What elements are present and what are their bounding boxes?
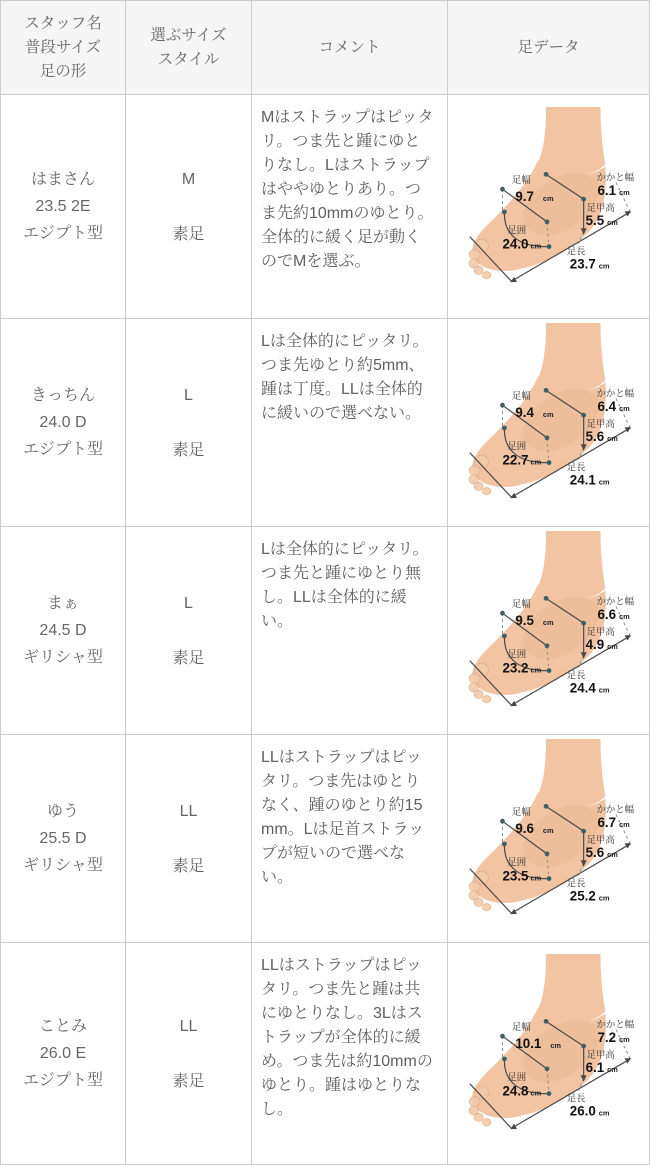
foot-length-value: 26.0 cm	[569, 1103, 610, 1119]
staff-cell	[1, 735, 125, 942]
heel-width-value: 7.2 cm	[597, 1030, 630, 1046]
table-body	[1, 95, 649, 1164]
foot-length-label: 足長	[566, 461, 586, 473]
fit-style: 素足	[172, 225, 205, 243]
staff-name: はまさん	[30, 171, 95, 188]
heel-width-label: かかと幅	[596, 595, 635, 607]
chosen-size: LL	[179, 1017, 198, 1035]
staff-usual-size: 24.0 D	[39, 414, 87, 431]
foot-girth-value: 23.5 cm	[502, 868, 542, 884]
foot-data-cell	[447, 735, 650, 942]
table-row	[1, 735, 649, 943]
foot-girth-label: 足囲	[507, 1071, 527, 1083]
foot-girth-label: 足囲	[507, 224, 527, 236]
chosen-size-cell	[125, 735, 251, 942]
fit-style: 素足	[172, 1072, 205, 1090]
foot-width-value: 9.5 cm	[515, 613, 554, 629]
staff-usual-size: 23.5 2E	[35, 198, 91, 215]
foot-data-cell	[447, 319, 650, 526]
foot-measurement-diagram	[450, 105, 648, 308]
comment-cell	[251, 735, 447, 942]
foot-width-label: 足幅	[511, 806, 531, 818]
foot-girth-value: 22.7 cm	[502, 452, 542, 468]
staff-foot-shape: エジプト型	[22, 1072, 103, 1089]
foot-width-label: 足幅	[511, 174, 531, 186]
foot-width-label: 足幅	[511, 598, 531, 610]
staff-foot-shape: エジプト型	[22, 441, 103, 458]
fit-style: 素足	[172, 649, 205, 667]
foot-length-value: 23.7 cm	[569, 256, 610, 272]
header-staff-column	[1, 1, 125, 94]
chosen-size: L	[184, 386, 193, 404]
instep-height-value: 5.6 cm	[585, 428, 618, 444]
fit-style: 素足	[172, 857, 205, 875]
header-foot-data-label: 足データ	[517, 38, 580, 56]
foot-length-value: 24.1 cm	[569, 472, 610, 488]
heel-width-value: 6.1 cm	[597, 183, 630, 199]
foot-length-label: 足長	[566, 669, 586, 681]
comment-cell	[251, 95, 447, 318]
heel-width-value: 6.4 cm	[597, 399, 630, 415]
foot-width-value: 9.6 cm	[515, 821, 554, 837]
staff-name: ゆう	[46, 803, 79, 820]
foot-width-label: 足幅	[511, 390, 531, 402]
staff-usual-size: 26.0 E	[39, 1045, 87, 1062]
table-row	[1, 95, 649, 319]
foot-measurement-diagram	[450, 321, 648, 524]
comment-cell	[251, 943, 447, 1164]
instep-height-label: 足甲高	[586, 417, 615, 429]
foot-girth-value: 23.2 cm	[502, 660, 542, 676]
foot-girth-label: 足囲	[507, 648, 527, 660]
foot-measurement-diagram	[450, 529, 648, 732]
comment-cell	[251, 527, 447, 734]
comment-text: Lは全体的にピッタリ。つま先と踵にゆとり無し。LLは全体的に緩い。	[261, 541, 429, 630]
foot-measurement-diagram	[450, 952, 648, 1155]
heel-width-label: かかと幅	[596, 387, 635, 399]
staff-cell	[1, 943, 125, 1164]
foot-measurement-diagram	[450, 737, 648, 940]
heel-width-label: かかと幅	[596, 803, 635, 815]
header-foot-data-column	[447, 1, 649, 94]
foot-illustration-icon	[469, 323, 610, 495]
comment-text: LLはストラップはピッタリ。つま先はゆとりなく、踵のゆとり約15mm。Lは足首ストラップが短いので選べない。	[261, 749, 425, 886]
table-row	[1, 319, 649, 527]
instep-height-value: 5.5 cm	[585, 212, 618, 228]
chosen-size-cell	[125, 943, 251, 1164]
staff-name: まぁ	[46, 595, 79, 612]
header-size-column	[125, 1, 251, 94]
heel-width-value: 6.7 cm	[597, 815, 630, 831]
comment-text: LLはストラップはピッタリ。つま先と踵は共にゆとりなし。3Lはストラップが全体的に緩め。つま先は約10mmのゆとり。踵はゆとりなし。	[261, 957, 433, 1118]
header-comment-label: コメント	[318, 38, 381, 56]
instep-height-value: 6.1 cm	[585, 1059, 618, 1075]
instep-height-value: 4.9 cm	[585, 636, 618, 652]
foot-girth-label: 足囲	[507, 856, 527, 868]
foot-illustration-icon	[469, 531, 610, 703]
staff-usual-size: 25.5 D	[39, 830, 87, 847]
foot-data-cell	[447, 943, 650, 1164]
foot-width-value: 9.7 cm	[515, 189, 554, 205]
foot-length-label: 足長	[566, 245, 586, 257]
header-size-line2: スタイル	[157, 50, 220, 68]
comment-text: Mはストラップはピッタリ。つま先と踵にゆとりなし。Lはストラップはややゆとりあり。つま先約10mmのゆとり。全体的に緩く足が動くのでMを選ぶ。	[261, 109, 434, 270]
instep-height-value: 5.6 cm	[585, 844, 618, 860]
table-row	[1, 527, 649, 735]
instep-height-label: 足甲高	[586, 201, 615, 213]
header-staff-line2: 普段サイズ	[24, 38, 102, 56]
foot-length-value: 25.2 cm	[569, 888, 610, 904]
chosen-size: LL	[179, 802, 198, 820]
comment-text: Lは全体的にピッタリ。つま先ゆとり約5mm、踵は丁度。LLは全体的に緩いので選べない。	[261, 333, 429, 422]
header-staff-line1: スタッフ名	[24, 14, 102, 32]
foot-illustration-icon	[469, 107, 610, 279]
chosen-size-cell	[125, 95, 251, 318]
foot-girth-value: 24.0 cm	[502, 236, 542, 252]
staff-foot-shape: ギリシャ型	[23, 857, 103, 874]
heel-width-value: 6.6 cm	[597, 607, 630, 623]
foot-length-label: 足長	[566, 1092, 586, 1104]
foot-girth-label: 足囲	[507, 440, 527, 452]
foot-data-cell	[447, 527, 650, 734]
heel-width-label: かかと幅	[596, 171, 635, 183]
staff-name: きっちん	[30, 387, 95, 404]
staff-cell	[1, 527, 125, 734]
table-header-row	[1, 1, 649, 95]
header-comment-column	[251, 1, 447, 94]
chosen-size: M	[181, 170, 196, 188]
staff-name: ことみ	[38, 1018, 87, 1035]
foot-data-cell	[447, 95, 650, 318]
foot-length-label: 足長	[566, 877, 586, 889]
staff-usual-size: 24.5 D	[39, 622, 87, 639]
staff-cell	[1, 95, 125, 318]
instep-height-label: 足甲高	[586, 1048, 615, 1060]
foot-length-value: 24.4 cm	[569, 680, 610, 696]
chosen-size: L	[184, 594, 193, 612]
table-row	[1, 943, 649, 1164]
header-size-line1: 選ぶサイズ	[150, 26, 227, 44]
foot-girth-value: 24.8 cm	[502, 1083, 542, 1099]
chosen-size-cell	[125, 319, 251, 526]
foot-width-label: 足幅	[511, 1021, 531, 1033]
staff-foot-shape: ギリシャ型	[23, 649, 103, 666]
foot-illustration-icon	[469, 739, 610, 911]
foot-width-value: 9.4 cm	[515, 405, 554, 421]
fit-style: 素足	[172, 441, 205, 459]
foot-width-value: 10.1 cm	[515, 1036, 561, 1052]
chosen-size-cell	[125, 527, 251, 734]
heel-width-label: かかと幅	[596, 1018, 635, 1030]
header-staff-line3: 足の形	[39, 62, 87, 80]
staff-cell	[1, 319, 125, 526]
instep-height-label: 足甲高	[586, 625, 615, 637]
instep-height-label: 足甲高	[586, 833, 615, 845]
staff-foot-shape: エジプト型	[22, 225, 103, 242]
comment-cell	[251, 319, 447, 526]
